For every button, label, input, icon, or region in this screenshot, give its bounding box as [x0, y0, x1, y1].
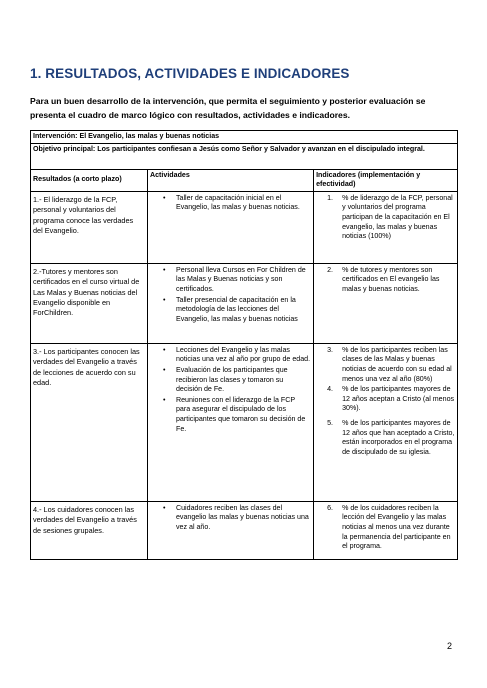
indicadores-cell	[314, 191, 458, 263]
table-row	[31, 263, 458, 343]
item-text: % de liderazgo de la FCP, personal y voluntarios del programa participan de la capacitación en El evangelio, las malas y buenas noticias (100%)	[342, 193, 453, 241]
list-item: • Cuidadores reciben las clases del evangelio las malas y buenas noticias una vez al año.	[150, 504, 311, 533]
resultado-cell: 1.- El liderazgo de la FCP, personal y voluntarios del programa conoce las verdades del Evangelio.	[31, 191, 148, 263]
list-item	[316, 419, 455, 457]
item-text: % de los participantes mayores de 12 años que han aceptado a Cristo, están incorporados en el programa de discipulado de su iglesia.	[342, 418, 455, 456]
item-text: % de los participantes reciben las clases de las Malas y buenas noticias de acuerdo con su edad al menos una vez al año (80%)	[342, 345, 452, 383]
page-number: 2	[447, 641, 453, 651]
section-heading: 1. RESULTADOS, ACTIVIDADES E INDICADORES	[30, 66, 350, 81]
indicadores-cell	[314, 501, 458, 559]
objetivo-cell: Objetivo principal: Los participantes confiesan a Jesús como Señor y Salvador y avanzan en el discipulado integral.	[31, 143, 458, 169]
item-text: % de los participantes mayores de 12 años aceptan a Cristo (al menos 30%).	[342, 385, 455, 413]
list-item: • Personal lleva Cursos en For Children de las Malas y Buenas noticias y son certificados.	[150, 266, 311, 295]
actividades-cell	[147, 263, 313, 343]
indicadores-cell	[314, 343, 458, 501]
actividades-cell	[147, 191, 313, 263]
item-text: % de los cuidadores reciben la lección del Evangelio y las malas noticias al menos una vez durante la permanencia del participante en el programa.	[342, 503, 451, 551]
table-header-row	[31, 169, 458, 191]
actividades-cell	[147, 501, 313, 559]
table-row-objetivo	[31, 143, 458, 169]
list-item	[316, 346, 455, 384]
resultado-cell: 4.- Los cuidadores conocen las verdades del Evangelio a través de sesiones grupales.	[31, 501, 148, 559]
table-row-intervencion	[31, 131, 458, 144]
item-number: 5.	[327, 418, 333, 427]
list-item	[316, 504, 455, 552]
actividades-cell	[147, 343, 313, 501]
indicadores-cell	[314, 263, 458, 343]
table-row	[31, 501, 458, 559]
list-item	[316, 266, 455, 295]
intervencion-cell: Intervención: El Evangelio, las malas y buenas noticias	[31, 131, 458, 144]
header-actividades: Actividades	[147, 169, 313, 191]
item-number: 6.	[327, 503, 333, 512]
item-number: 2.	[327, 265, 333, 274]
header-resultados: Resultados (a corto plazo)	[31, 169, 148, 191]
table-row	[31, 343, 458, 501]
item-text: % de tutores y mentores son certificados en El evangelio las malas y buenas noticias.	[342, 265, 440, 293]
item-number: 1.	[327, 193, 333, 202]
resultado-cell: 2.-Tutores y mentores son certificados en el curso virtual de Las Malas y Buenas noticias del Evangelio disponible en ForChildren.	[31, 263, 148, 343]
list-item: • Taller presencial de capacitación en la metodología de las lecciones del Evangelio, las malas y buenas noticias	[150, 296, 311, 325]
intro-paragraph: Para un buen desarrollo de la intervención, que permita el seguimiento y posterior evaluación se presenta el cuadro de marco lógico con resultados, actividades e indicadores.	[30, 96, 426, 120]
list-item: • Evaluación de los participantes que recibieron las clases y tomaron su decisión de Fe.	[150, 366, 311, 395]
list-item: • Reuniones con el liderazgo de la FCP para asegurar el discipulado de los participantes que tomaron su decisión de Fe.	[150, 396, 311, 434]
list-item: • Taller de capacitación inicial en el Evangelio, las malas y buenas noticias.	[150, 194, 311, 213]
table-row	[31, 191, 458, 263]
list-item: • Lecciones del Evangelio y las malas noticias una vez al año por grupo de edad.	[150, 346, 311, 365]
header-indicadores: Indicadores (implementación y efectividad)	[314, 169, 458, 191]
item-number: 4.	[327, 385, 333, 394]
resultado-cell: 3.- Los participantes conocen las verdades del Evangelio a través de lecciones de acuerdo con su edad.	[31, 343, 148, 501]
logical-framework-table	[30, 130, 458, 560]
list-item	[316, 385, 455, 414]
list-item	[316, 194, 455, 242]
item-number: 3.	[327, 345, 333, 354]
